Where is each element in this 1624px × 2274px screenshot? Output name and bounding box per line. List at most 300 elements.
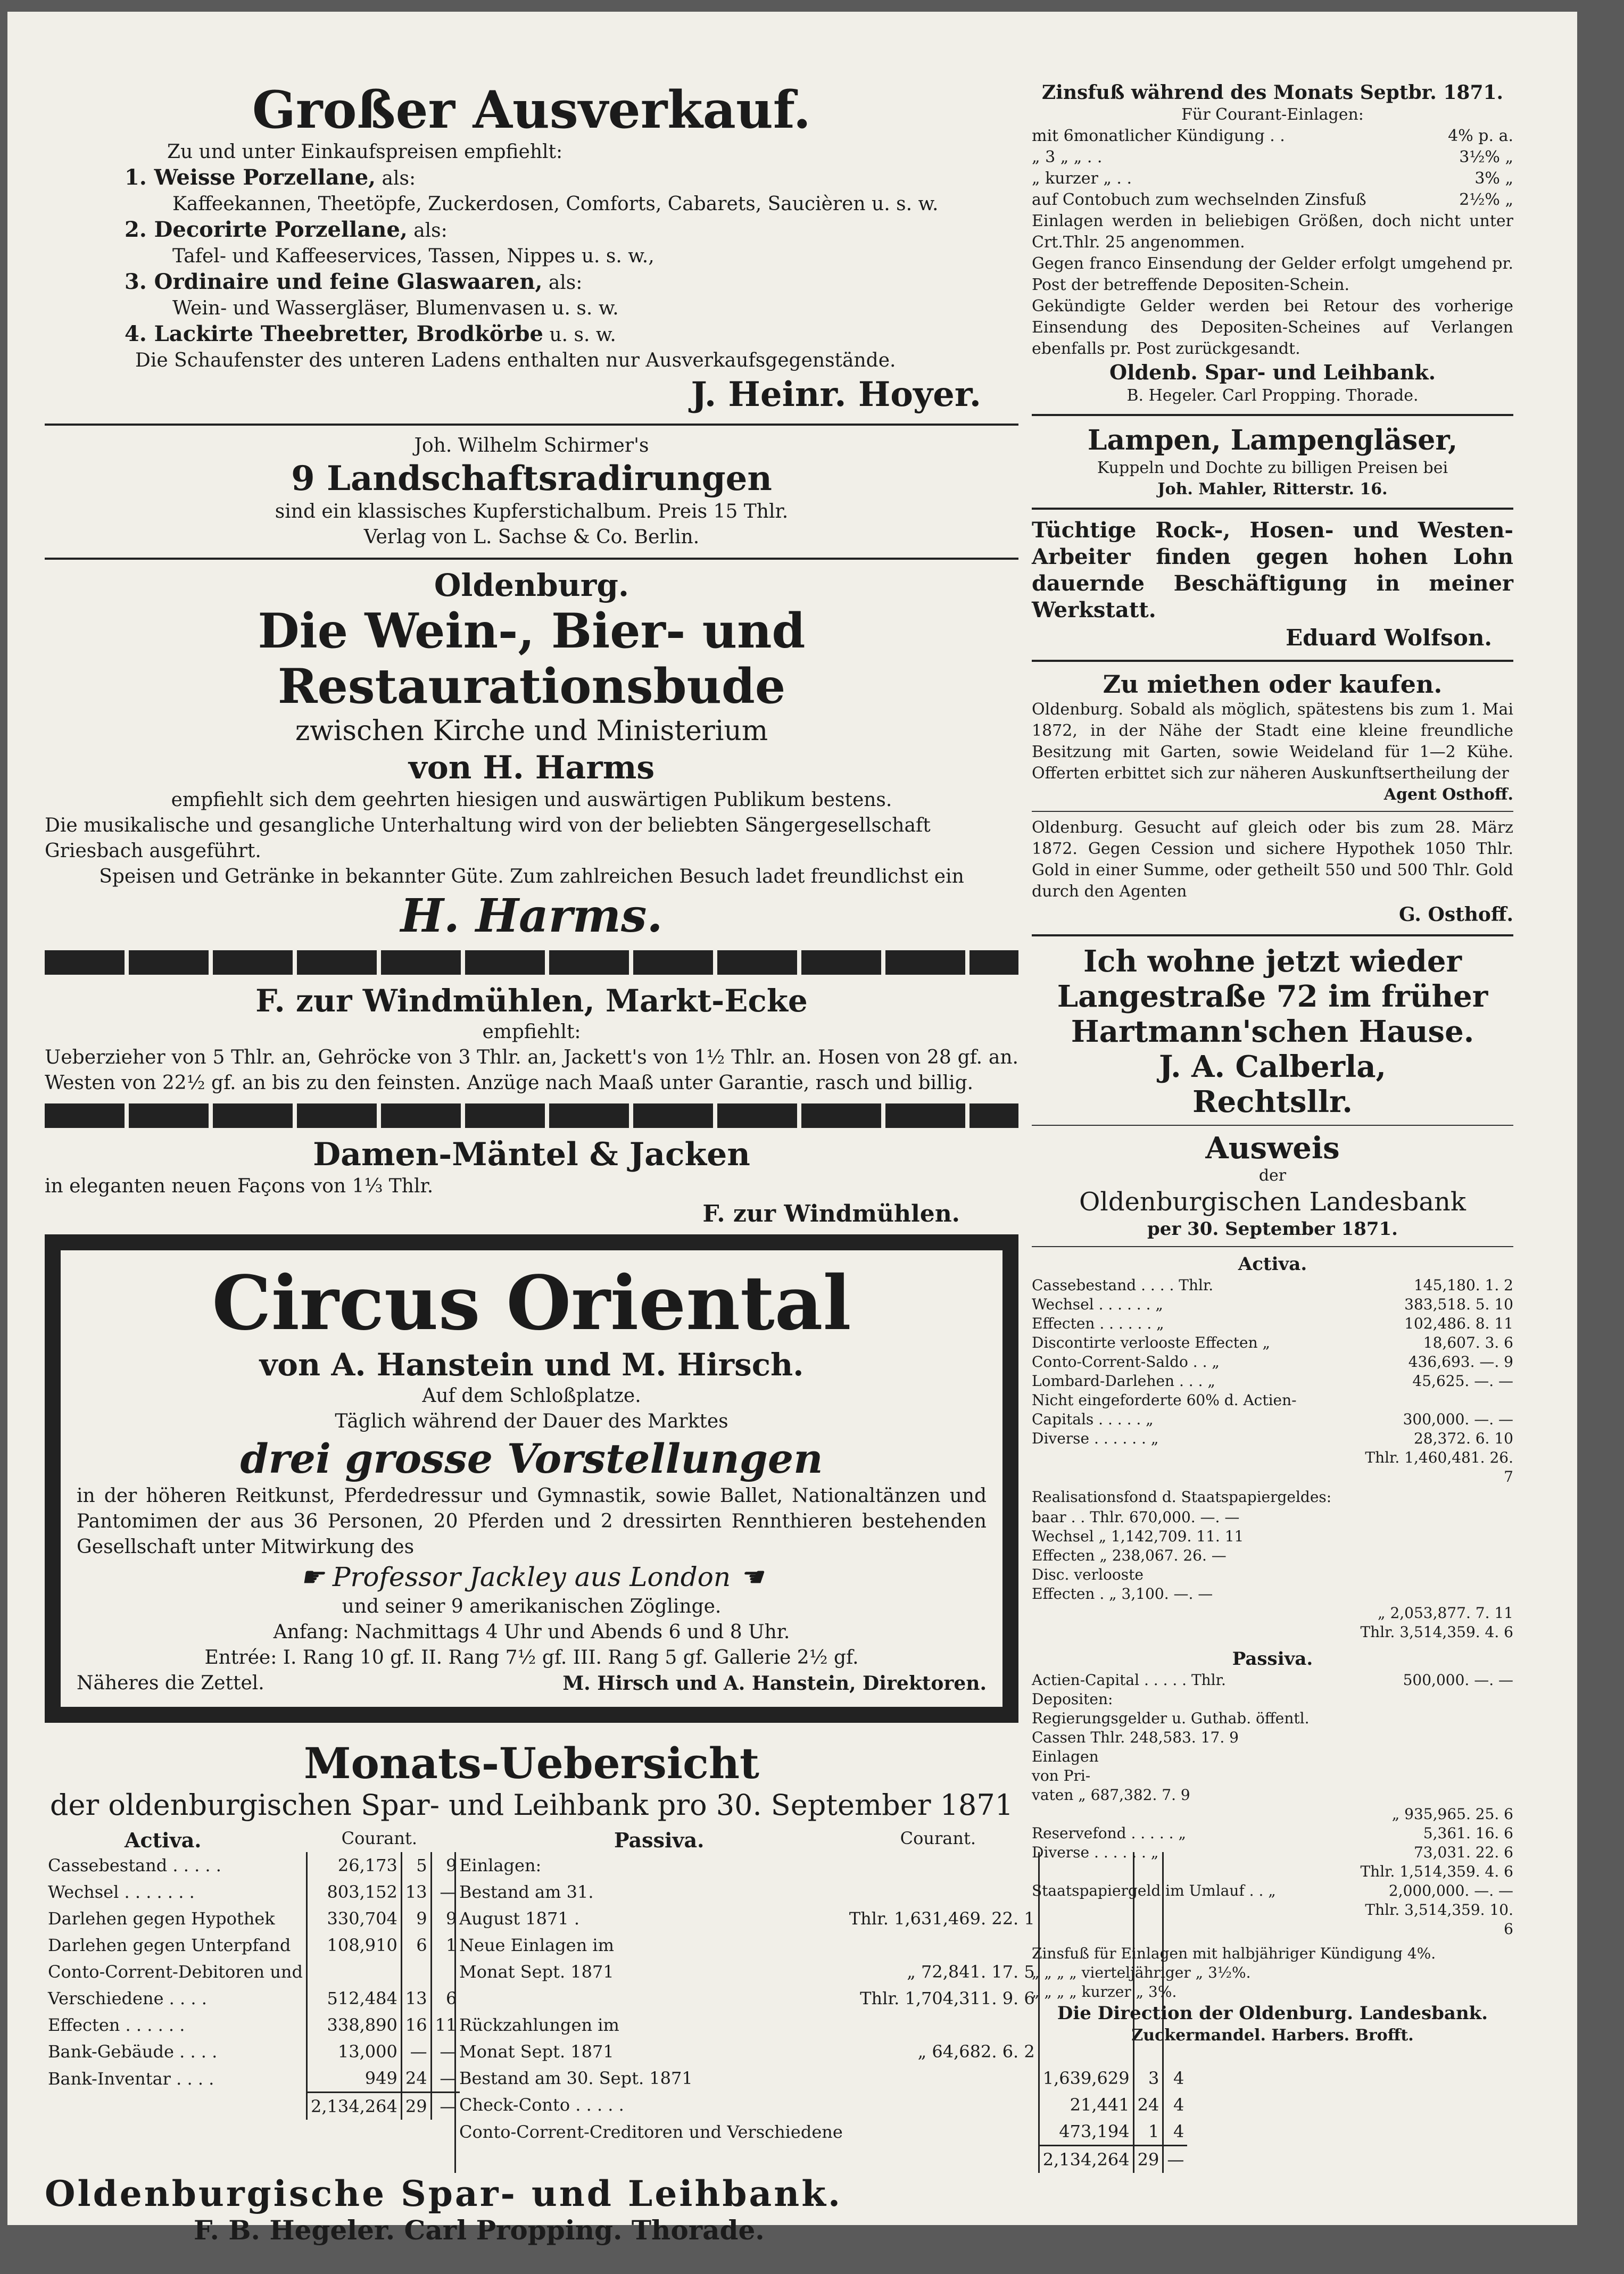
schirmer-title: 9 Landschaftsradirungen [291,459,772,499]
activa-pf: 1 [431,1932,460,1958]
ausverkauf-item-tail: u. s. w. [543,324,616,346]
activa-gr: 16 [401,2012,431,2038]
ausweis-row [1032,1604,1513,1623]
activa-pf: — [431,2093,460,2120]
ausweis-bank: Oldenburgischen Landesbank [1079,1187,1466,1217]
circus-footer [77,1671,987,1696]
zinsfuss-rate-row [1032,147,1513,168]
passiva-mid [846,1852,1039,1879]
miethen-title: Zu miethen oder kaufen. [1103,670,1443,699]
activa-label: Effecten . . . . . . [48,2015,185,2035]
ausverkauf-item-tail: als: [407,220,448,242]
passiva-mid [846,2146,1039,2173]
ausweis-row-value: 500,000. —. — [1403,1671,1513,1689]
wolfson-signature: Eduard Wolfson. [1286,625,1492,651]
ausweis-row-label [1032,1448,1354,1487]
maentel-ad [45,1135,1018,1229]
ausweis-row [1032,1429,1513,1448]
passiva-gr: 29 [1133,2146,1163,2173]
windmuehlen-title: F. zur Windmühlen, Markt-Ecke [255,983,808,1019]
circus-pupils: und seiner 9 amerikanischen Zöglinge. [342,1596,722,1617]
right-column [1032,81,1513,2046]
zinsfuss-l1: Für Courant-Einlagen: [1181,105,1364,124]
ausweis-row-value: 436,693. —. 9 [1408,1353,1513,1371]
ausweis-row-value: 102,486. 8. 11 [1404,1315,1513,1332]
table-row [45,2012,460,2038]
ausverkauf-item-sub: Tafel- und Kaffeeservices, Tassen, Nippes u. s. w., [172,245,654,267]
zinsfuss-rate-label: mit 6monatlicher Kündigung . . [1032,127,1285,145]
activa-value: 108,910 [307,1932,402,1958]
ausweis-row-label: Effecten . . . . . . „ [1032,1315,1164,1332]
passiva-pf: — [1163,2146,1188,2173]
ausweis-row [1032,1314,1513,1333]
ausweis-row-value: Thlr. 1,460,481. 26. 7 [1365,1449,1513,1485]
divider [1032,414,1513,416]
ausweis-row-value: 2,000,000. —. — [1388,1882,1513,1899]
ausweis-row-label: Cassen Thlr. 248,583. 17. 9 [1032,1729,1239,1746]
ausweis-row-value: 145,180. 1. 2 [1413,1276,1513,1294]
gesucht-signature: G. Osthoff. [1398,903,1513,926]
zinsfuss-bank: Oldenb. Spar- und Leihbank. [1109,360,1436,384]
ausweis-row-value [1354,1709,1513,1728]
ausweis-row-value [1354,1391,1513,1410]
monat-names: F. B. Hegeler. Carl Propping. Thorade. [194,2214,765,2246]
miethen-text: Oldenburg. Sobald als möglich, spätestens bis zum 1. Mai 1872, in der Nähe der Stadt eine kleine freundliche Besitzung mit Garten, sowie Weideland für 1—2 Kühe. Offerten erbittet sich zur näheren Auskunftsertheilung der [1032,700,1513,783]
ausweis-row [1032,1747,1513,1766]
maentel-text: in eleganten neuen Façons von 1⅓ Thlr. [45,1175,434,1197]
ausverkauf-item-sub: Kaffeekannen, Theetöpfe, Zuckerdosen, Comforts, Cabarets, Saucièren u. s. w. [172,193,939,215]
calberla-l4: J. A. Calberla, [1158,1049,1387,1084]
table-row [45,1958,460,1985]
monat-activa-label: Activa. [125,1828,202,1852]
divider [1032,1125,1513,1126]
ausweis-row-value: Thlr. 1,514,359. 4. 6 [1360,1863,1513,1880]
monat-activa-table [45,1852,460,2120]
ausweis-row-label: Diverse . . . . . . „ [1032,1430,1159,1447]
passiva-value: 2,134,264 [1039,2146,1133,2173]
ausweis-zinsfuss [1032,1944,1513,2002]
zinsfuss-rate-label: „ kurzer „ . . [1032,169,1132,188]
ausweis-ad [1032,1131,1513,2046]
passiva-value: 1,639,629 [1039,2065,1133,2092]
schirmer-ad [45,433,1018,550]
activa-label: Conto-Corrent-Debitoren und [48,1962,303,1982]
ausweis-row [1032,1565,1513,1584]
activa-pf: 9 [431,1852,460,1879]
ausverkauf-item [125,165,1018,192]
table-row [45,2065,460,2093]
zinsfuss-rate-row [1032,126,1513,147]
monat-activa [45,1828,457,2173]
harms-sub: zwischen Kirche und Ministerium [295,715,768,747]
passiva-mid: Thlr. 1,631,469. 22. 1 [849,1908,1035,1929]
ausweis-row [1032,1843,1513,1862]
ausweis-row [1032,1584,1513,1604]
ausweis-row [1032,1709,1513,1728]
passiva-mid: Thlr. 1,704,311. 9. 6 [860,1988,1035,2009]
ausverkauf-item-head: 1. Weisse Porzellane, [125,165,376,190]
activa-label: Wechsel . . . . . . . [48,1882,195,1902]
pointing-hand-icon: ☛ [300,1562,333,1592]
table-row [45,2093,460,2120]
ausweis-row-value [1354,1527,1513,1546]
ausweis-row-value [1354,1728,1513,1747]
circus-start: Anfang: Nachmittags 4 Uhr und Abends 6 und 8 Uhr. [273,1621,790,1643]
mahler-addr: Joh. Mahler, Ritterstr. 16. [1157,480,1388,499]
activa-label: Verschiedene . . . . [48,1988,207,2009]
ausweis-row [1032,1448,1513,1487]
passiva-label: Rückzahlungen im [455,2012,846,2038]
passiva-label [455,2146,846,2173]
activa-label: Bank-Inventar . . . . [48,2068,214,2089]
ausweis-row-value: 18,607. 3. 6 [1423,1334,1513,1351]
passiva-mid [846,2092,1039,2118]
ausweis-row [1032,1881,1513,1900]
activa-pf: — [431,1879,460,1905]
harms-p3: Speisen und Getränke in bekannter Güte. Zum zahlreichen Besuch ladet freundlichst ein [99,866,964,887]
passiva-label: Neue Einlagen im [455,1932,846,1958]
ausverkauf-item-sub: Wein- und Wassergläser, Blumenvasen u. s. w. [172,297,619,319]
passiva-label: Bestand am 31. [455,1879,846,1905]
calberla-l3: Hartmann'schen Hause. [1071,1014,1474,1049]
activa-gr: 13 [401,1985,431,2012]
ausweis-row-label: Effecten . „ 3,100. —. — [1032,1585,1213,1603]
circus-ad [45,1234,1018,1723]
circus-daily: Täglich während der Dauer des Marktes [335,1410,728,1432]
passiva-gr: 3 [1133,2065,1163,2092]
ausverkauf-item [125,321,1018,348]
wolfson-ad [1032,517,1513,652]
monat-passiva-header [454,1828,1018,1852]
zinsfuss-p3: Gekündigte Gelder werden bei Retour des vorherige Einsendung des Depositen-Scheines auf Verlangen ebenfalls pr. Post zurückgesandt. [1032,297,1513,358]
passiva-label: Monat Sept. 1871 [455,1958,846,1985]
circus-professor-name: Professor Jackley aus London [332,1562,731,1592]
passiva-value: 473,194 [1039,2118,1133,2146]
ausweis-row [1032,1862,1513,1881]
zinsfuss-p1: Einlagen werden in beliebigen Größen, doch nicht unter Crt.Thlr. 25 angenommen. [1032,212,1513,252]
activa-value: 330,704 [307,1905,402,1932]
activa-label: Cassebestand . . . . . [48,1855,221,1875]
maentel-title: Damen-Mäntel & Jacken [313,1136,750,1173]
activa-value: 338,890 [307,2012,402,2038]
table-row [455,2118,1188,2146]
ausweis-row-label [1032,1623,1354,1642]
ausweis-row [1032,1546,1513,1565]
calberla-ad [1032,944,1513,1119]
activa-gr: 5 [401,1852,431,1879]
circus-prices: Entrée: I. Rang 10 gf. II. Rang 7½ gf. III. Rang 5 gf. Gallerie 2½ gf. [204,1647,859,1669]
divider [45,558,1018,560]
ausweis-activa-label: Activa. [1238,1254,1307,1275]
circus-more: Näheres die Zettel. [77,1672,264,1694]
ausweis-row-label: Cassebestand . . . . Thlr. [1032,1276,1214,1294]
monat-sub: der oldenburgischen Spar- und Leihbank pro 30. September 1871 [49,1788,1014,1822]
ausweis-row-value [1354,1786,1513,1805]
table-row [45,1985,460,2012]
ausverkauf-intro: Zu und unter Einkaufspreisen empfiehlt: [167,141,563,163]
ausweis-row-value [1354,1565,1513,1584]
ausweis-row-label: Disc. verlooste [1032,1566,1144,1583]
ausweis-row [1032,1508,1513,1527]
passiva-label: August 1871 . [455,1905,846,1932]
ausweis-row-value [1354,1546,1513,1565]
zinsfuss-rate-label: auf Contobuch zum wechselnden Zinsfuß [1032,190,1366,209]
schirmer-line1: Joh. Wilhelm Schirmer's [414,435,649,457]
zinsfuss-rate-row [1032,168,1513,189]
ausverkauf-item-head: 4. Lackirte Theebretter, Brodkörbe [125,321,543,346]
ausweis-names: Zuckermandel. Harbers. Brofft. [1131,2026,1414,2045]
ausweis-row-label: Actien-Capital . . . . . Thlr. [1032,1671,1226,1689]
ausweis-row-value: „ 2,053,877. 7. 11 [1378,1604,1513,1622]
mahler-text: Kuppeln und Dochte zu billigen Preisen bei [1097,459,1448,477]
ausverkauf-signature: J. Heinr. Hoyer. [691,375,981,414]
ausweis-row-label: von Pri- [1032,1767,1091,1785]
harms-signature: H. Harms. [400,889,663,943]
ausweis-row [1032,1900,1513,1939]
ausweis-activa-list [1032,1276,1513,1487]
activa-value: 512,484 [307,1985,402,2012]
ausweis-passiva-label: Passiva. [1232,1648,1313,1670]
activa-gr: 6 [401,1932,431,1958]
activa-label: Darlehen gegen Unterpfand [48,1935,291,1955]
ausweis-direction: Die Direction der Oldenburg. Landesbank. [1057,2003,1488,2024]
ausweis-row-label: vaten „ 687,382. 7. 9 [1032,1786,1190,1804]
monat-activa-header [45,1828,449,1852]
ausweis-row [1032,1824,1513,1843]
ausweis-real-label: Realisationsfond d. Staatspapiergeldes: [1032,1488,1332,1506]
passiva-pf: 4 [1163,2092,1188,2118]
ausweis-row-value: 300,000. —. — [1403,1410,1513,1428]
ausweis-row-label: Conto-Corrent-Saldo . . „ [1032,1353,1220,1371]
ausverkauf-item [125,269,1018,296]
harms-ad [45,567,1018,943]
ausweis-row-label [1032,1900,1354,1939]
zinsfuss-names: B. Hegeler. Carl Propping. Thorade. [1126,386,1419,405]
ausweis-row-label: Einlagen [1032,1748,1099,1765]
ausweis-row-label: Staatspapiergeld im Umlauf . . „ [1032,1882,1276,1899]
divider [1032,811,1513,812]
ausweis-row [1032,1728,1513,1747]
passiva-label: Einlagen: [455,1852,846,1879]
activa-value: 2,134,264 [307,2093,402,2120]
ausweis-row-label: Effecten „ 238,067. 26. — [1032,1547,1227,1564]
windmuehlen-text: Ueberzieher von 5 Thlr. an, Gehröcke von 3 Thlr. an, Jackett's von 1½ Thlr. an. Hosen von 28 gf. an. Westen von 22½ gf. an bis zu den feinsten. Anzüge nach Maaß unter Garantie, rasch und billig. [45,1047,1018,1094]
ausweis-row-value: 383,518. 5. 10 [1404,1296,1513,1313]
ausweis-row [1032,1372,1513,1391]
harms-by: von H. Harms [408,749,655,786]
passiva-label: Conto-Corrent-Creditoren und Verschiedene [455,2118,846,2146]
ausverkauf-note: Die Schaufenster des unteren Ladens enthalten nur Ausverkaufsgegenstände. [135,350,896,371]
circus-shows: drei grosse Vorstellungen [240,1435,823,1482]
activa-pf: — [431,2038,460,2065]
passiva-mid [846,1879,1039,1905]
miethen-signature: Agent Osthoff. [1383,785,1513,804]
ausweis-row-label: Capitals . . . . . „ [1032,1410,1154,1428]
activa-gr: 13 [401,1879,431,1905]
table-row [45,1852,460,1879]
maentel-signature: F. zur Windmühlen. [702,1200,960,1227]
table-row [455,2092,1188,2118]
divider [1032,934,1513,936]
ausweis-row-value [1354,1584,1513,1604]
ausweis-row-label: Regierungsgelder u. Guthab. öffentl. [1032,1709,1310,1727]
ausweis-row-value: Thlr. 3,514,359. 4. 6 [1360,1623,1513,1641]
ausweis-row-value: 5,361. 16. 6 [1423,1824,1513,1842]
ausweis-der: der [1258,1166,1287,1185]
zinsfuss-rate-value: 3½% „ [1459,148,1513,167]
ausweis-row-value [1354,1508,1513,1527]
divider [1032,508,1513,510]
ausweis-row-label [1032,1805,1354,1824]
ausweis-row [1032,1623,1513,1642]
schirmer-line3: Verlag von L. Sachse & Co. Berlin. [363,526,700,548]
gesucht-text: Oldenburg. Gesucht auf gleich oder bis zum 28. März 1872. Gegen Cession und sichere Hypothek 1050 Thlr. Gold in einer Summe, oder getheilt 550 und 500 Thlr. Gold durch den Agenten [1032,818,1513,901]
ausweis-row [1032,1276,1513,1295]
monat-activa-courant: Courant. [341,1828,417,1848]
activa-pf: 11 [431,2012,460,2038]
zinsfuss-title: Zinsfuß während des Monats Septbr. 1871. [1041,81,1504,104]
mahler-ad [1032,424,1513,500]
passiva-mid [846,2065,1039,2092]
ausweis-real-list [1032,1508,1513,1642]
activa-value [307,1958,402,1985]
circus-professor [77,1560,987,1594]
zinsfuss-ad [1032,81,1513,406]
ausweis-row-label: baar . . Thlr. 670,000. —. — [1032,1508,1240,1526]
ausweis-passiva-list [1032,1671,1513,1939]
ausweis-row-label [1032,1604,1354,1623]
table-row [45,1932,460,1958]
circus-place: Auf dem Schloßplatze. [422,1385,641,1407]
activa-gr [401,1958,431,1985]
ausweis-row [1032,1766,1513,1786]
ausweis-z2: „ „ „ „ vierteljähriger „ 3½%. [1032,1964,1251,1981]
divider [1032,660,1513,662]
ausverkauf-item [125,217,1018,244]
zinsfuss-rate-value: 2½% „ [1459,190,1513,209]
ausweis-row [1032,1786,1513,1805]
ausweis-row [1032,1690,1513,1709]
zinsfuss-rate-label: „ 3 „ „ . . [1032,148,1103,167]
passiva-mid: „ 64,682. 6. 2 [917,2041,1035,2062]
ausweis-row-value: 28,372. 6. 10 [1413,1430,1513,1447]
ausweis-z3: „ „ „ „ kurzer „ 3%. [1032,1983,1177,2001]
passiva-label [455,1985,846,2012]
ausverkauf-title: Großer Ausverkauf. [252,80,811,140]
table-row [45,1905,460,1932]
passiva-label: Monat Sept. 1871 [455,2038,846,2065]
ausverkauf-item-tail: als: [542,272,583,294]
activa-pf: 6 [431,1985,460,2012]
passiva-pf: 4 [1163,2065,1188,2092]
ausweis-row-label: Nicht eingeforderte 60% d. Actien- [1032,1391,1297,1409]
zinsfuss-rate-value: 3% „ [1474,169,1513,188]
monat-title: Monats-Uebersicht [303,1738,759,1788]
wolfson-text: Tüchtige Rock-, Hosen- und Westen-Arbeiter finden gegen hohen Lohn dauernde Beschäftigung in meiner Werkstatt. [1032,518,1513,623]
dashed-rule [45,1103,1018,1128]
divider [1032,1246,1513,1247]
passiva-gr: 1 [1133,2118,1163,2146]
activa-label: Darlehen gegen Hypothek [48,1908,275,1929]
miethen-ad [1032,669,1513,806]
circus-text: in der höheren Reitkunst, Pferdedressur und Gymnastik, sowie Ballet, Nationaltänzen und Pantomimen der aus 36 Personen, 20 Pferden und 2 dressirten Rennthieren bestehenden Gesellschaft unter Mitwirkung des [77,1485,987,1558]
table-row [455,2065,1188,2092]
zinsfuss-p2: Gegen franco Einsendung der Gelder erfolgt umgehend pr. Post der betreffende Depositen-Schein. [1032,254,1513,294]
activa-pf: 9 [431,1905,460,1932]
ausweis-row-label [1032,1862,1354,1881]
ausweis-row-value [1354,1747,1513,1766]
ausweis-row-label: Reservefond . . . . . „ [1032,1824,1186,1842]
table-row [45,2038,460,2065]
monat-passiva-label: Passiva. [614,1828,705,1852]
harms-p2: Die musikalische und gesangliche Unterhaltung wird von der beliebten Sängergesellschaft Griesbach ausgeführt. [45,815,931,862]
mahler-title: Lampen, Lampengläser, [1087,424,1458,457]
table-row [455,2146,1188,2173]
activa-value: 13,000 [307,2038,402,2065]
ausweis-row [1032,1295,1513,1314]
activa-label [45,2093,307,2120]
ausweis-row-label: Wechsel . . . . . . „ [1032,1296,1163,1313]
circus-directors: M. Hirsch und A. Hanstein, Direktoren. [562,1672,987,1695]
ausweis-row-value: Thlr. 3,514,359. 10. 6 [1365,1901,1513,1938]
ausweis-row-label: Depositen: [1032,1690,1113,1708]
activa-value: 26,173 [307,1852,402,1879]
table-row [45,1879,460,1905]
ausweis-row-value: 73,031. 22. 6 [1413,1844,1513,1861]
activa-pf: — [431,2065,460,2093]
ausverkauf-items [45,165,1018,348]
ausweis-row-value [1354,1690,1513,1709]
zinsfuss-rate-row [1032,189,1513,211]
activa-value: 949 [307,2065,402,2093]
ausweis-title: Ausweis [1205,1131,1340,1166]
ausweis-row-value: „ 935,965. 25. 6 [1391,1805,1513,1823]
ausweis-row [1032,1671,1513,1690]
passiva-gr: 24 [1133,2092,1163,2118]
passiva-mid [846,2012,1039,2038]
passiva-mid: „ 72,841. 17. 5 [907,1962,1035,1982]
harms-p1: empfiehlt sich dem geehrten hiesigen und auswärtigen Publikum bestens. [171,789,892,811]
ausweis-row-label: Discontirte verlooste Effecten „ [1032,1334,1271,1351]
windmuehlen-ad [45,982,1018,1096]
passiva-mid [846,2118,1039,2146]
activa-value: 803,152 [307,1879,402,1905]
activa-label: Bank-Gebäude . . . . [48,2041,218,2062]
calberla-l5: Rechtsllr. [1192,1084,1353,1119]
passiva-label: Bestand am 30. Sept. 1871 [455,2065,846,2092]
ausweis-row-label: Lombard-Darlehen . . . „ [1032,1372,1215,1390]
passiva-mid [846,1932,1039,1958]
circus-by: von A. Hanstein und M. Hirsch. [259,1347,804,1383]
ausweis-row [1032,1352,1513,1372]
activa-gr: — [401,2038,431,2065]
newspaper-page [7,12,1577,2246]
schirmer-line2: sind ein klassisches Kupferstichalbum. Preis 15 Thlr. [275,501,789,522]
passiva-label: Check-Conto . . . . . [455,2092,846,2118]
ausverkauf-item-head: 2. Decorirte Porzellane, [125,217,408,242]
ausverkauf-item-head: 3. Ordinaire und feine Glaswaaren, [125,269,543,294]
calberla-l2: Langestraße 72 im früher [1057,979,1488,1014]
zinsfuss-rates [1032,126,1513,211]
passiva-value: 21,441 [1039,2092,1133,2118]
ausweis-row-label: Wechsel „ 1,142,709. 11. 11 [1032,1528,1244,1545]
dashed-rule [45,950,1018,975]
ausweis-z1: Zinsfuß für Einlagen mit halbjähriger Kündigung 4%. [1032,1945,1436,1962]
harms-city: Oldenburg. [434,567,629,603]
ausweis-row-value [1354,1766,1513,1786]
gesucht-ad [1032,817,1513,927]
windmuehlen-sub: empfiehlt: [482,1021,581,1043]
